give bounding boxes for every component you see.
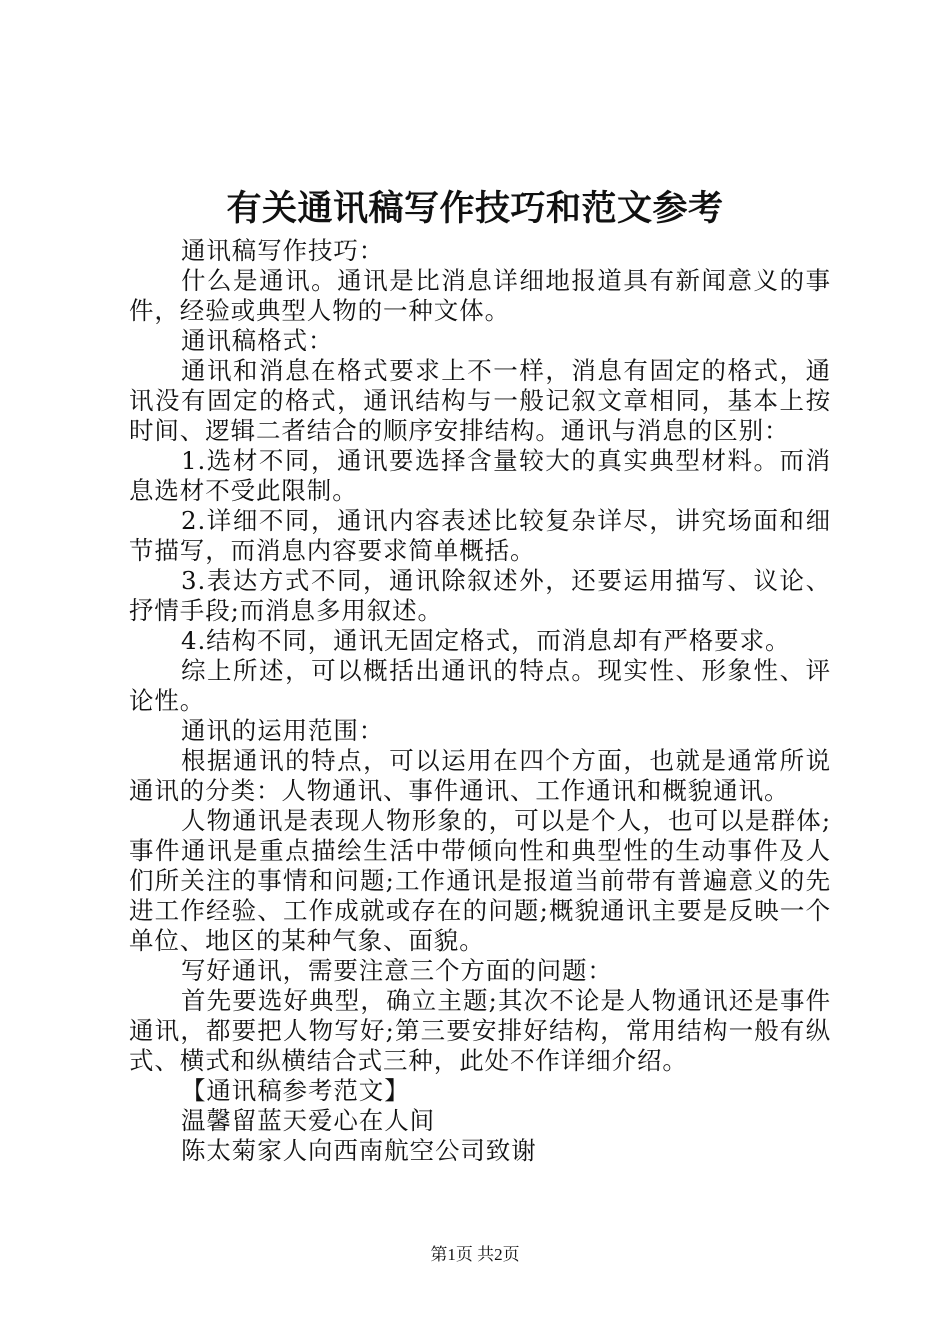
document-body: [129, 236, 831, 1166]
paragraph: 陈太菊家人向西南航空公司致谢: [181, 1136, 537, 1165]
paragraph: 首先要选好典型，确立主题;其次不论是人物通讯还是事件通讯，都要把人物写好;第三要安排好结构，常用结构一般有纵式、横式和纵横结合式三种，此处不作详细介绍。: [129, 986, 831, 1075]
paragraph: 综上所述，可以概括出通讯的特点。现实性、形象性、评论性。: [129, 656, 831, 715]
paragraph: 温馨留蓝天爱心在人间: [181, 1106, 435, 1135]
paragraph: 通讯和消息在格式要求上不一样，消息有固定的格式，通讯没有固定的格式，通讯结构与一般记叙文章相同，基本上按时间、逻辑二者结合的顺序安排结构。通讯与消息的区别：: [129, 356, 831, 445]
paragraph: 通讯的运用范围：: [181, 716, 385, 745]
paragraph: 写好通讯，需要注意三个方面的问题：: [181, 956, 613, 985]
paragraph: 3.表达方式不同，通讯除叙述外，还要运用描写、议论、抒情手段;而消息多用叙述。: [129, 566, 831, 625]
paragraph: 【通讯稿参考范文】: [181, 1076, 410, 1105]
paragraph: 4.结构不同，通讯无固定格式，而消息却有严格要求。: [181, 626, 791, 655]
paragraph: 2.详细不同，通讯内容表述比较复杂详尽，讲究场面和细节描写，而消息内容要求简单概括。: [129, 506, 831, 565]
paragraph: 什么是通讯。通讯是比消息详细地报道具有新闻意义的事件，经验或典型人物的一种文体。: [129, 266, 831, 325]
document-title: 有关通讯稿写作技巧和范文参考: [226, 188, 724, 229]
paragraph: 1.选材不同，通讯要选择含量较大的真实典型材料。而消息选材不受此限制。: [129, 446, 831, 505]
paragraph: 通讯稿写作技巧：: [181, 236, 385, 265]
page-footer: 第1页 共2页: [430, 1245, 520, 1264]
paragraph: 通讯稿格式：: [181, 326, 334, 355]
paragraph: 根据通讯的特点，可以运用在四个方面，也就是通常所说通讯的分类：人物通讯、事件通讯、工作通讯和概貌通讯。: [129, 746, 831, 805]
paragraph: 人物通讯是表现人物形象的，可以是个人，也可以是群体;事件通讯是重点描绘生活中带倾向性和典型性的生动事件及人们所关注的事情和问题;工作通讯是报道当前带有普遍意义的先进工作经验、工作成就或存在的问题;概貌通讯主要是反映一个单位、地区的某种气象、面貌。: [129, 806, 831, 955]
